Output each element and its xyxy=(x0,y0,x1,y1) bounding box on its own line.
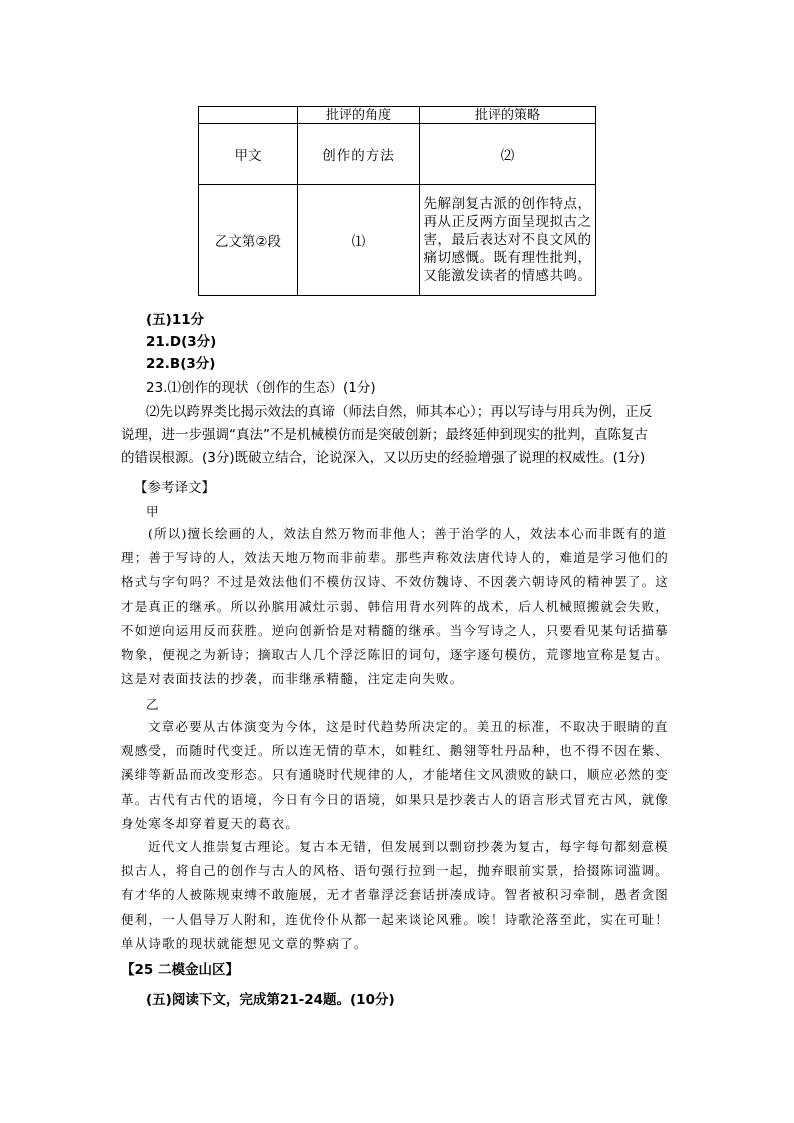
row-angle: 创作的方法 xyxy=(298,124,420,185)
answer-q23-2-line: 的错误根源。(3分)既破立结合，论说深入，又以历史的经验增强了说理的权威性。(1分) xyxy=(121,450,646,466)
text-line: 有才华的人被陈规束缚不敢施展，无才者靠浮泛套话拼凑成诗。智者被积习牵制，愚者贪图 xyxy=(121,887,670,903)
text-line: 溪绯等新品而改变形态。只有通晓时代规律的人，才能堵住文风溃败的缺口，顺应必然的变 xyxy=(121,767,670,783)
text-line: 观感受，而随时代变迁。所以连无情的草木，如鞋红、鹅翎等牡丹品种，也不得不因在紫、 xyxy=(121,743,670,759)
text-line: 文章必要从古体演变为今体，这是时代趋势所决定的。美丑的标准，不取决于眼睛的直 xyxy=(148,719,669,734)
row-label: 乙文第②段 xyxy=(199,185,298,296)
criticism-table xyxy=(198,106,596,296)
text-line: 身处寒冬却穿着夏天的葛衣。 xyxy=(121,815,300,831)
passage-jia xyxy=(121,522,683,691)
text-line: 理；善于写诗的人，效法天地万物而非前辈。那些声称效法唐代诗人的，难道是学习他们的 xyxy=(121,550,670,566)
text-line: 物象，便视之为新诗；摘取古人几个浮泛陈旧的词句，逐字逐句模仿，荒谬地宣称是复古。 xyxy=(121,647,670,663)
text-line: 这是对表面技法的抄袭，而非继承精髓，注定走向失败。 xyxy=(121,671,464,687)
answer-q22: 22.B(3分) xyxy=(146,356,216,372)
section-score: (五)11分 xyxy=(146,312,205,328)
next-section-instruction: (五)阅读下文，完成第21-24题。(10分) xyxy=(146,992,395,1008)
table-header-cell-angle: 批评的角度 xyxy=(298,107,420,124)
passage-yi-p1 xyxy=(121,715,683,836)
text-line: 才是真正的继承。所以孙膑用减灶示弱、韩信用背水列阵的战术，后人机械照搬就会失败， xyxy=(121,598,670,614)
table-header-row xyxy=(199,107,596,124)
row-strategy: ⑵ xyxy=(420,124,596,185)
text-line: 近代文人推崇复古理论。复古本无错，但发展到以剽窃抄袭为复古，每字每句都刻意模 xyxy=(148,839,669,854)
row-strategy: 先解剖复古派的创作特点，再从正反两方面呈现拟古之害，最后表达对不良文风的痛切感慨。既有理性批判，又能激发读者的情感共鸣。 xyxy=(420,185,596,296)
next-section-title: 【25 二模金山区】 xyxy=(121,962,239,978)
answer-q23-2-line: ⑵先以跨界类比揭示效法的真谛（师法自然，师其本心）；再以写诗与用兵为例，正反 xyxy=(146,404,653,420)
table-row xyxy=(199,124,596,185)
passage-yi-mark: 乙 xyxy=(146,697,159,712)
passage-yi-p2 xyxy=(121,835,683,956)
answer-q21: 21.D(3分) xyxy=(146,334,217,350)
passage-jia-mark: 甲 xyxy=(146,504,159,519)
text-line: (所以)擅长绘画的人，效法自然万物而非他人；善于治学的人，效法本心而非既有的道 xyxy=(148,526,668,541)
text-line: 不如逆向运用反而获胜。逆向创新恰是对精髓的继承。当今写诗之人，只要看见某句话描摹 xyxy=(121,622,670,638)
table-row xyxy=(199,185,596,296)
table-header-cell-strategy: 批评的策略 xyxy=(420,107,596,124)
answer-q23-1: 23.⑴创作的现状（创作的生态）(1分) xyxy=(146,380,376,396)
text-line: 拟古人，将自己的创作与古人的风格、语句强行拉到一起，抛弃眼前实景，拾掇陈词滥调。 xyxy=(121,863,670,879)
text-line: 单从诗歌的现状就能想见文章的弊病了。 xyxy=(121,935,368,951)
text-line: 便利，一人倡导万人附和，连优伶仆从都一起来谈论风雅。唉！诗歌沦落至此，实在可耻！ xyxy=(121,911,670,927)
answer-q23-2-line: 说理，进一步强调“真法”不是机械模仿而是突破创新；最终延伸到现实的批判，直陈复古 xyxy=(121,427,648,443)
text-line: 革。古代有古代的语境，今日有今日的语境，如果只是抄袭古人的语言形式冒充古风，就像 xyxy=(121,791,670,807)
row-label: 甲文 xyxy=(199,124,298,185)
table-header-cell-blank xyxy=(199,107,298,124)
reference-heading: 【参考译文】 xyxy=(134,480,215,496)
text-line: 格式与字句吗？不过是效法他们不模仿汉诗、不效仿魏诗、不因袭六朝诗风的精神罢了。这 xyxy=(121,574,670,590)
row-angle: ⑴ xyxy=(298,185,420,296)
